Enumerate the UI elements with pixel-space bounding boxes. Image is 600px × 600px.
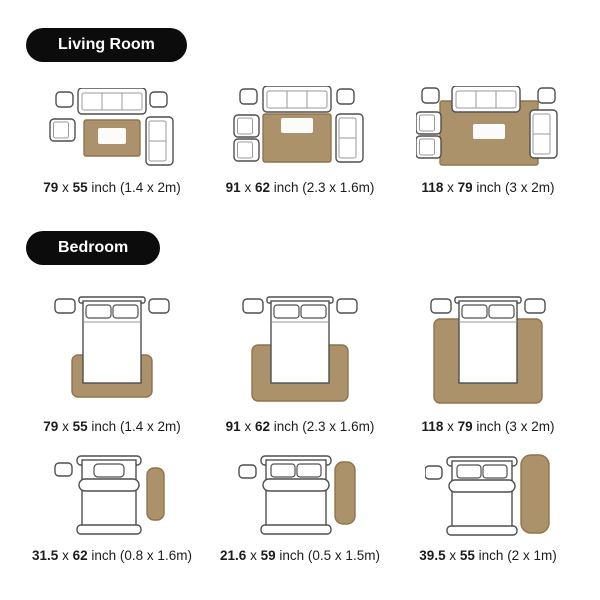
armchair-icon bbox=[416, 136, 441, 158]
armchair-icon bbox=[234, 139, 259, 161]
diagram-bed-79x55 bbox=[50, 295, 174, 409]
sofa-icon bbox=[263, 86, 331, 112]
double-bed-icon bbox=[239, 456, 331, 534]
single-bed-icon bbox=[55, 456, 141, 534]
size-label: 21.6 x 59 inch (0.5 x 1.5m) bbox=[220, 548, 380, 563]
bedroom-option-39-5x55 bbox=[394, 454, 582, 563]
rug-accent bbox=[98, 128, 126, 144]
size-label: 39.5 x 55 inch (2 x 1m) bbox=[419, 548, 557, 563]
double-bed-icon bbox=[425, 457, 517, 535]
rug-accent bbox=[281, 118, 313, 133]
rug-accent bbox=[473, 124, 505, 139]
side-table-icon bbox=[56, 92, 73, 107]
armchair-icon bbox=[234, 115, 259, 137]
diagram-bedside-39-5x55 bbox=[425, 454, 551, 538]
size-label: 91 x 62 inch (2.3 x 1.6m) bbox=[225, 180, 375, 195]
bedroom-option-91x62 bbox=[206, 295, 394, 434]
living-room-option-91x62 bbox=[206, 86, 394, 195]
diagram-lr-79x55 bbox=[42, 88, 182, 170]
sofa-icon bbox=[452, 86, 520, 112]
runner-rug-shape bbox=[147, 468, 164, 520]
size-label: 91 x 62 inch (2.3 x 1.6m) bbox=[225, 419, 375, 434]
armchair-icon bbox=[50, 119, 75, 141]
section-badge-bedroom: Bedroom bbox=[26, 231, 160, 265]
loveseat-icon bbox=[530, 110, 557, 158]
living-room-row bbox=[0, 86, 600, 195]
diagram-lr-91x62 bbox=[230, 86, 370, 170]
side-table-icon bbox=[422, 88, 439, 103]
size-label: 118 x 79 inch (3 x 2m) bbox=[421, 180, 555, 195]
bedroom-row-1 bbox=[0, 295, 600, 434]
bedroom-option-21-6x59 bbox=[206, 454, 394, 563]
runner-rug-shape bbox=[335, 462, 355, 524]
loveseat-icon bbox=[336, 114, 363, 162]
side-table-icon bbox=[240, 89, 257, 104]
size-label: 79 x 55 inch (1.4 x 2m) bbox=[43, 419, 181, 434]
bedroom-row-2 bbox=[0, 454, 600, 563]
living-room-option-118x79 bbox=[394, 86, 582, 195]
size-label: 31.5 x 62 inch (0.8 x 1.6m) bbox=[32, 548, 192, 563]
bedroom-option-118x79 bbox=[394, 295, 582, 434]
section-badge-living-room: Living Room bbox=[26, 28, 187, 62]
diagram-lr-118x79 bbox=[416, 86, 560, 170]
loveseat-icon bbox=[146, 117, 173, 165]
sofa-icon bbox=[78, 88, 146, 114]
living-room-option-79x55 bbox=[18, 86, 206, 195]
diagram-bed-91x62 bbox=[238, 295, 362, 409]
bedroom-option-31-5x62 bbox=[18, 454, 206, 563]
bedroom-option-79x55 bbox=[18, 295, 206, 434]
size-label: 118 x 79 inch (3 x 2m) bbox=[421, 419, 555, 434]
side-table-icon bbox=[538, 88, 555, 103]
size-label: 79 x 55 inch (1.4 x 2m) bbox=[43, 180, 181, 195]
runner-rug-shape bbox=[521, 455, 549, 533]
side-table-icon bbox=[337, 89, 354, 104]
diagram-bedside-21-6x59 bbox=[237, 454, 363, 538]
diagram-bed-118x79 bbox=[426, 295, 550, 409]
armchair-icon bbox=[416, 112, 441, 134]
side-table-icon bbox=[150, 92, 167, 107]
diagram-bedside-31-5x62 bbox=[49, 454, 175, 538]
